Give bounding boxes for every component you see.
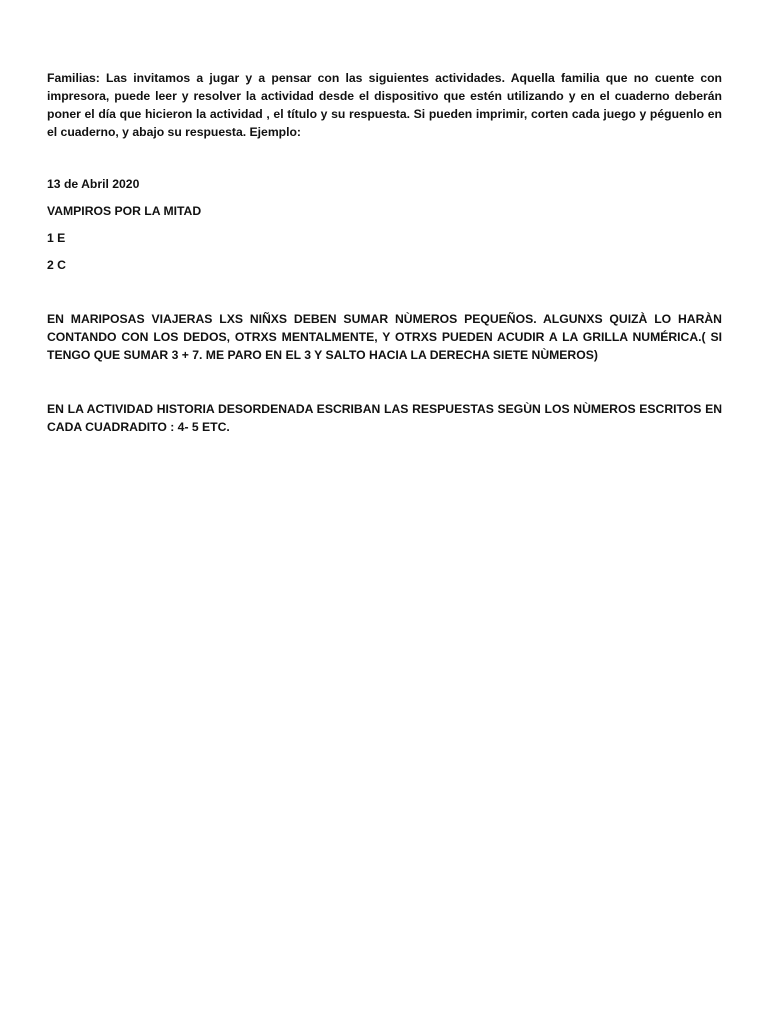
example-date: 13 de Abril 2020 — [47, 177, 140, 191]
example-answer-1: 1 E — [47, 231, 66, 245]
mariposas-paragraph: EN MARIPOSAS VIAJERAS LXS NIÑXS DEBEN SUMAR NÙMEROS PEQUEÑOS. ALGUNXS QUIZÀ LO HARÀN CONTANDO CON LOS DEDOS, OTRXS MENTALMENTE, Y OTRXS PUEDEN ACUDIR A LA GRILLA NUMÉRICA.( SI TENGO QUE SUMAR 3 + 7. ME PARO EN EL 3 Y SALTO HACIA LA DERECHA SIETE NÙMEROS) — [47, 312, 722, 362]
example-answer-2: 2 C — [47, 258, 66, 272]
intro-paragraph: Familias: Las invitamos a jugar y a pensar con las siguientes actividades. Aquella familia que no cuente con impresora, puede leer y resolver la actividad desde el dispositivo que estén utilizando y en el cuaderno deberán poner el día que hicieron la actividad , el título y su respuesta. Si pueden imprimir, corten cada juego y péguenlo en el cuaderno, y abajo su respuesta. Ejemplo: — [47, 71, 722, 139]
document-page — [47, 69, 722, 436]
historia-paragraph: EN LA ACTIVIDAD HISTORIA DESORDENADA ESCRIBAN LAS RESPUESTAS SEGÙN LOS NÙMEROS ESCRITOS EN CADA CUADRADITO : 4- 5 ETC. — [47, 402, 722, 434]
example-title: VAMPIROS POR LA MITAD — [47, 204, 202, 218]
